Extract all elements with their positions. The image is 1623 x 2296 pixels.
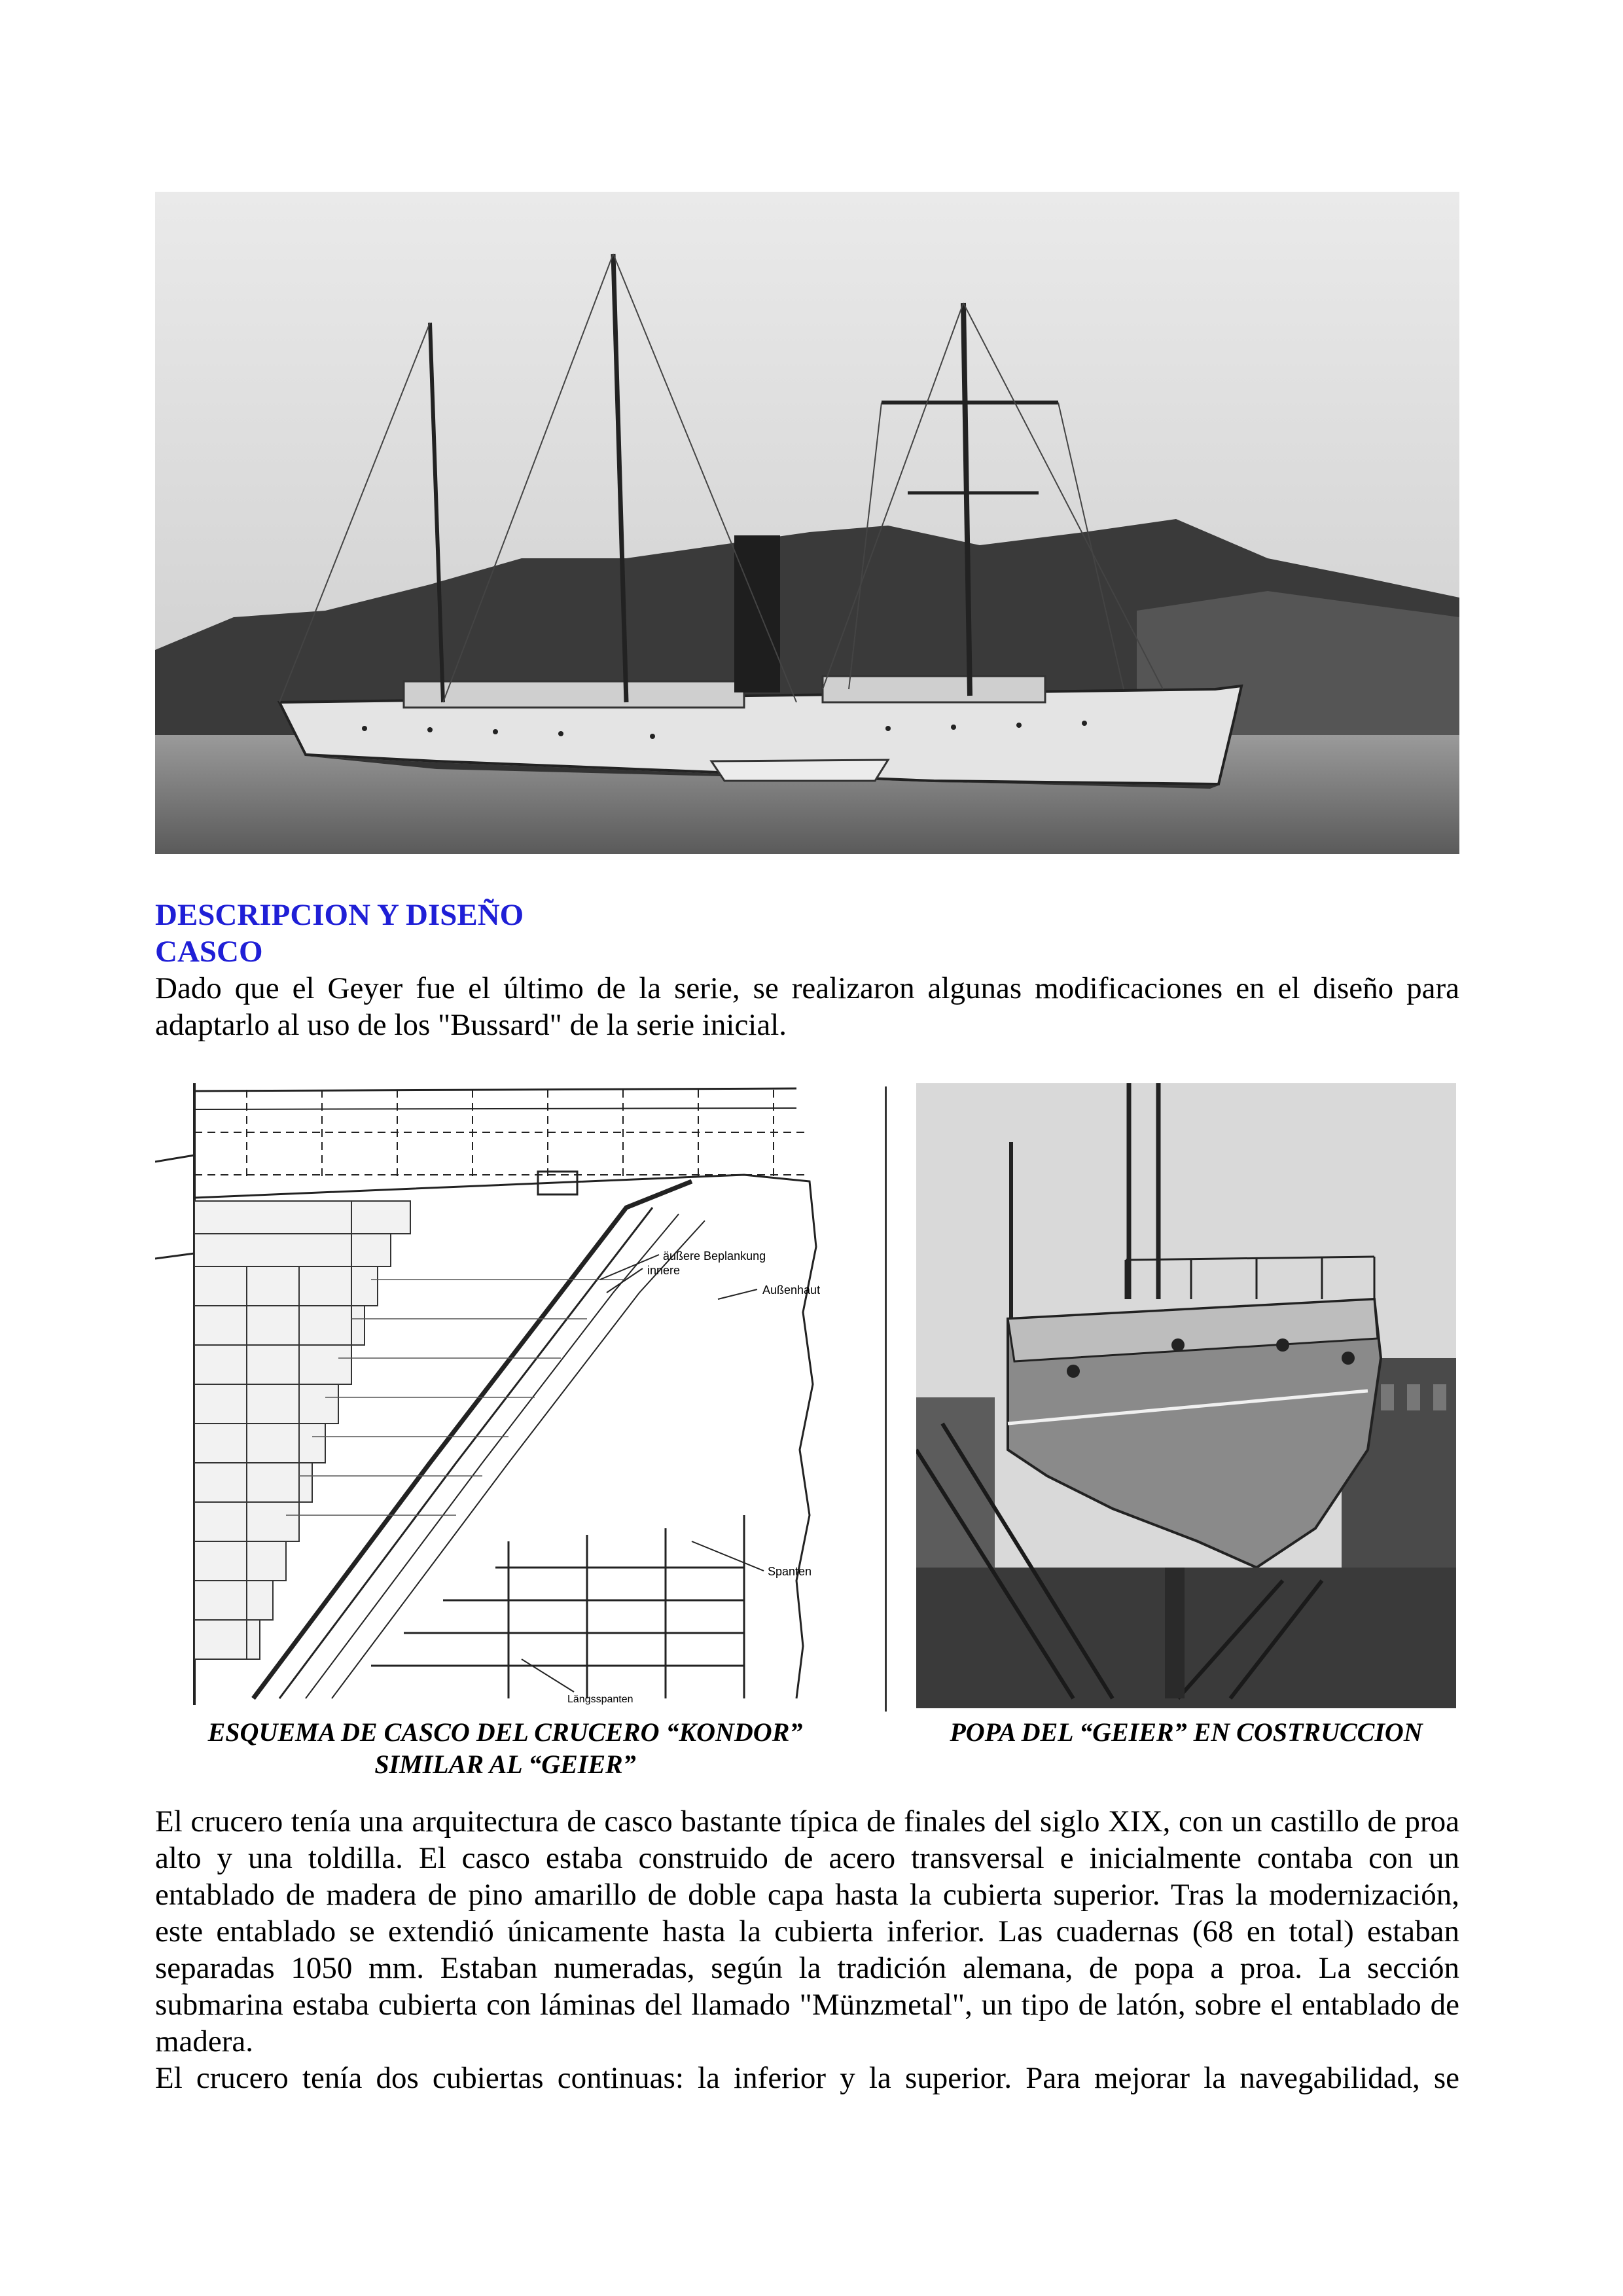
label-inner: innere	[647, 1264, 681, 1277]
intro-paragraph: Dado que el Geyer fue el último de la serie, se realizaron algunas modificaciones en el diseño para adaptarlo al uso de los "Bussard" de la serie inicial.	[155, 971, 1459, 1042]
section-title: DESCRIPCION Y DISEÑO	[155, 898, 524, 932]
label-outer-planking: äußere Beplankung	[663, 1249, 766, 1263]
caption-hull-diagram	[155, 1716, 855, 1780]
hull-diagram	[155, 1083, 855, 1708]
label-outer-skin: Außenhaut	[762, 1283, 821, 1297]
body-paragraph-1: El crucero tenía una arquitectura de casco bastante típica de finales del siglo XIX, con un castillo de proa alto y una toldilla. El casco estaba construido de acero transversal e inicialmente contaba con un entablado de madera de pino amarillo de doble capa hasta la cubierta superior. Tras la modernización, este entablado se extendió únicamente hasta la cubierta inferior. Las cuadernas (68 en total) estaban separadas 1050 mm. Estaban numeradas, según la tradición alemana, de popa a proa. La sección submarina estaba cubierta con láminas del llamado "Münzmetal", un tipo de latón, sobre el entablado de madera.	[155, 1804, 1459, 2058]
caption-stern-photo: POPA DEL “GEIER” EN COSTRUCCION	[950, 1717, 1423, 1747]
body-paragraph-2: El crucero tenía dos cubiertas continuas: la inferior y la superior. Para mejorar la navegabilidad, se	[155, 2061, 1459, 2095]
label-frames: Spanten	[768, 1565, 812, 1578]
stern-photo	[916, 1083, 1456, 1708]
caption-hull-line1: ESQUEMA DE CASCO DEL CRUCERO “KONDOR”	[207, 1717, 803, 1747]
caption-hull-line2: SIMILAR AL “GEIER”	[374, 1749, 636, 1779]
section-subtitle: CASCO	[155, 935, 263, 969]
ship-photo	[155, 192, 1459, 854]
label-longitudinals: Längsspanten	[567, 1694, 633, 1705]
figure-divider	[885, 1086, 887, 1712]
